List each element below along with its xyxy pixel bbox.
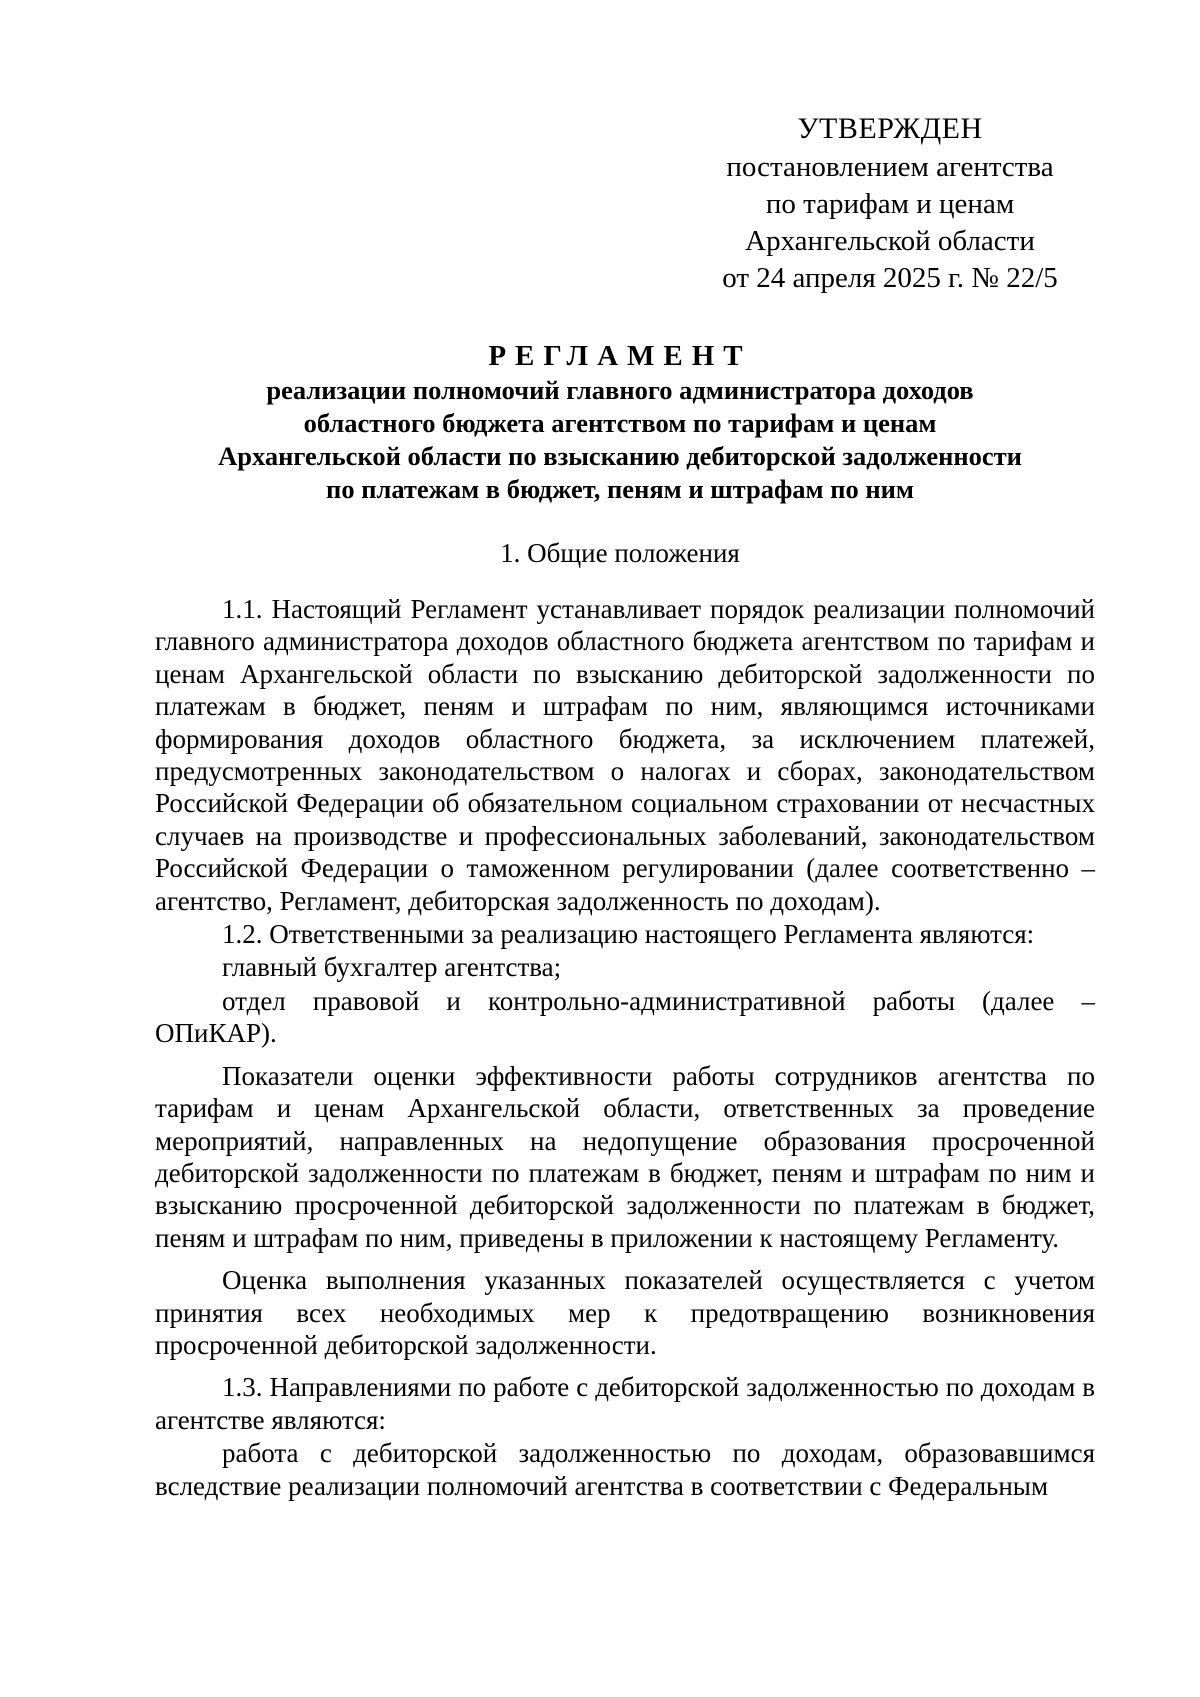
approval-line: Архангельской области <box>745 225 1035 257</box>
document-subtitle-line: реализации полномочий главного администратора доходов <box>266 375 974 405</box>
document-title: РЕГЛАМЕНТ <box>488 340 752 372</box>
document-subtitle-line: областного бюджета агентством по тарифам и ценам <box>303 408 937 438</box>
paragraph-1-2: 1.2. Ответственными за реализацию настоящего Регламента являются: <box>222 919 1035 950</box>
document-title-block <box>155 338 1085 506</box>
document-subtitle-line: по платежам в бюджет, пеням и штрафам по ним <box>326 474 914 504</box>
approval-stamp <box>690 110 1090 297</box>
approval-line: постановлением агентства <box>726 151 1054 183</box>
section-heading: 1. Общие положения <box>500 538 740 568</box>
approval-date-number: от 24 апреля 2025 г. № 22/5 <box>722 262 1058 294</box>
paragraph: Оценка выполнения указанных показателей осуществляется с учетом принятия всех необходимых мер к предотвращению возникновения просроченной дебиторской задолженности. <box>155 1265 1095 1360</box>
paragraph-1-3: 1.3. Направлениями по работе с дебиторской задолженностью по доходам в агентстве являются: <box>155 1372 1095 1435</box>
list-item: отдел правовой и контрольно-административной работы (далее – ОПиКАР). <box>155 985 1095 1049</box>
approval-heading: УТВЕРЖДЕН <box>797 112 983 145</box>
approval-line: по тарифам и ценам <box>765 188 1015 220</box>
list-item: главный бухгалтер агентства; <box>222 952 562 983</box>
document-subtitle-line: Архангельской области по взысканию дебиторской задолженности <box>218 441 1022 471</box>
paragraph-1-1: 1.1. Настоящий Регламент устанавливает порядок реализации полномочий главного администратора доходов областного бюджета агентством по тарифам и ценам Архангельской области по взысканию дебиторской задолженности по платежам в бюджет, пеням и штрафам по ним, являющимся источниками формирования доходов областного бюджета, за исключением платежей, предусмотренных законодательством о налогах и сборах, законодательством Российской Федерации об обязательном социальном страховании от несчастных случаев на производстве и профессиональных заболеваний, законодательством Российской Федерации о таможенном регулировании (далее соответственно – агентство, Регламент, дебиторская задолженность по доходам). <box>155 594 1095 916</box>
paragraph: Показатели оценки эффективности работы сотрудников агентства по тарифам и ценам Архангельской области, ответственных за проведение мероприятий, направленных на недопущение образования просроченной дебиторской задолженности по платежам в бюджет, пеням и штрафам по ним и взысканию просроченной дебиторской задолженности по платежам в бюджет, пеням и штрафам по ним, приведены в приложении к настоящему Регламенту. <box>155 1060 1095 1253</box>
section-body <box>155 593 1095 1503</box>
paragraph: работа с дебиторской задолженностью по доходам, образовавшимся вследствие реализации полномочий агентства в соответствии с Федеральным <box>155 1438 1095 1501</box>
